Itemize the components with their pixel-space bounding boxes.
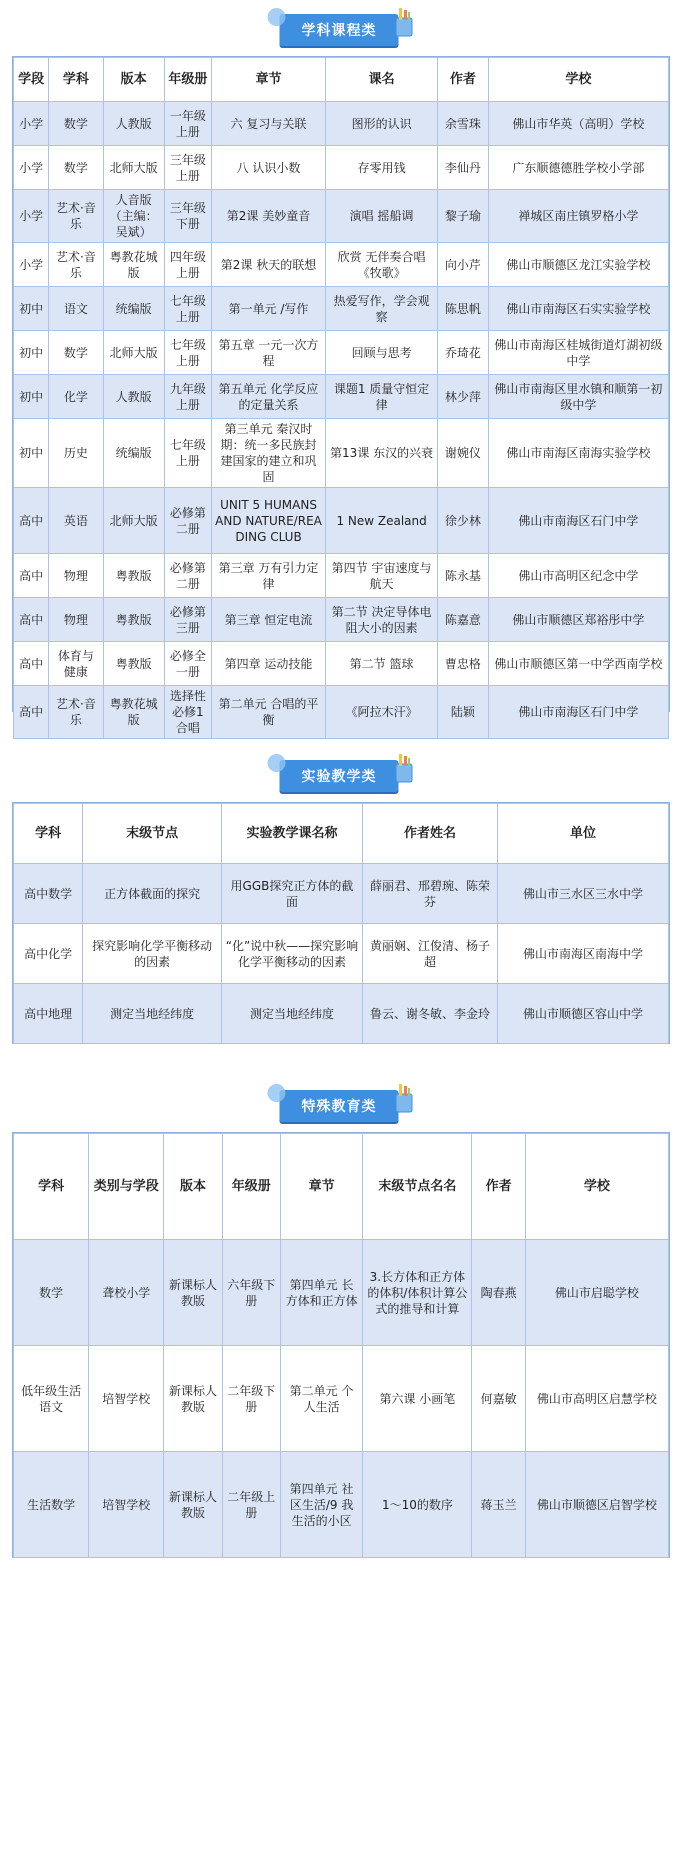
course-banner bbox=[0, 6, 678, 46]
course-header-cell: 版本 bbox=[103, 58, 164, 102]
table-cell: 余雪珠 bbox=[438, 102, 489, 146]
table-cell: 统编版 bbox=[103, 419, 164, 488]
experiment-header-row bbox=[14, 804, 669, 864]
table-cell: 艺术·音乐 bbox=[49, 686, 103, 739]
table-cell: 何嘉敏 bbox=[472, 1346, 525, 1452]
table-cell: 初中 bbox=[14, 287, 49, 331]
table-cell: 七年级上册 bbox=[164, 287, 211, 331]
table-cell: 李仙丹 bbox=[438, 146, 489, 190]
table-cell: 数学 bbox=[49, 331, 103, 375]
table-cell: 佛山市南海区石实实验学校 bbox=[488, 287, 668, 331]
table-cell: 粤教版 bbox=[103, 642, 164, 686]
table-cell: 第四单元 社区生活/9 我生活的小区 bbox=[280, 1452, 362, 1558]
course-header-row bbox=[14, 58, 669, 102]
table-cell: 佛山市南海区石门中学 bbox=[488, 488, 668, 554]
pencil-cup-icon bbox=[393, 1082, 415, 1114]
experiment-header-cell: 单位 bbox=[498, 804, 669, 864]
table-cell: 人教版 bbox=[103, 375, 164, 419]
experiment-header-cell: 学科 bbox=[14, 804, 83, 864]
special-header-cell: 章节 bbox=[280, 1134, 362, 1240]
table-cell: 新课标人教版 bbox=[164, 1452, 222, 1558]
table-cell: 佛山市南海区里水镇和顺第一初级中学 bbox=[488, 375, 668, 419]
table-cell: 粤教花城版 bbox=[103, 243, 164, 287]
table-row bbox=[14, 190, 669, 243]
table-cell: 必修第二册 bbox=[164, 554, 211, 598]
table-cell: 体育与健康 bbox=[49, 642, 103, 686]
table-cell: 3.长方体和正方体的体积/体积计算公式的推导和计算 bbox=[363, 1240, 472, 1346]
experiment-section-title: 实验教学类 bbox=[280, 760, 399, 792]
table-cell: 初中 bbox=[14, 331, 49, 375]
table-cell: “化”说中秋——探究影响化学平衡移动的因素 bbox=[221, 924, 362, 984]
table-cell: 广东顺德德胜学校小学部 bbox=[488, 146, 668, 190]
table-cell: 高中化学 bbox=[14, 924, 83, 984]
special-header-cell: 年级册 bbox=[222, 1134, 280, 1240]
table-cell: 初中 bbox=[14, 375, 49, 419]
table-cell: 三年级下册 bbox=[164, 190, 211, 243]
table-cell: 课题1 质量守恒定律 bbox=[326, 375, 438, 419]
course-section-title: 学科课程类 bbox=[280, 14, 399, 46]
special-header-cell: 作者 bbox=[472, 1134, 525, 1240]
special-header-cell: 学科 bbox=[14, 1134, 89, 1240]
table-cell: 高中 bbox=[14, 686, 49, 739]
table-row bbox=[14, 642, 669, 686]
table-row bbox=[14, 1240, 669, 1346]
table-cell: 粤教版 bbox=[103, 554, 164, 598]
table-cell: 探究影响化学平衡移动的因素 bbox=[83, 924, 222, 984]
table-cell: 蒋玉兰 bbox=[472, 1452, 525, 1558]
special-header-cell: 末级节点名名 bbox=[363, 1134, 472, 1240]
table-cell: 低年级生活语文 bbox=[14, 1346, 89, 1452]
table-row bbox=[14, 375, 669, 419]
table-cell: 六 复习与关联 bbox=[211, 102, 325, 146]
table-cell: 化学 bbox=[49, 375, 103, 419]
table-cell: 佛山市南海区南海实验学校 bbox=[488, 419, 668, 488]
table-cell: 第三单元 秦汉时期：统一多民族封建国家的建立和巩固 bbox=[211, 419, 325, 488]
table-cell: 二年级下册 bbox=[222, 1346, 280, 1452]
table-row bbox=[14, 102, 669, 146]
table-cell: 物理 bbox=[49, 554, 103, 598]
table-cell: 第二节 篮球 bbox=[326, 642, 438, 686]
table-row bbox=[14, 146, 669, 190]
table-cell: 第一单元 /写作 bbox=[211, 287, 325, 331]
table-cell: 小学 bbox=[14, 146, 49, 190]
table-cell: 必修第三册 bbox=[164, 598, 211, 642]
table-row bbox=[14, 287, 669, 331]
table-cell: 回顾与思考 bbox=[326, 331, 438, 375]
special-banner bbox=[0, 1082, 678, 1122]
table-cell: 高中 bbox=[14, 488, 49, 554]
table-cell: 必修第二册 bbox=[164, 488, 211, 554]
table-cell: 林少萍 bbox=[438, 375, 489, 419]
table-cell: 佛山市南海区石门中学 bbox=[488, 686, 668, 739]
table-cell: 佛山市高明区纪念中学 bbox=[488, 554, 668, 598]
table-cell: 英语 bbox=[49, 488, 103, 554]
table-cell: 谢婉仪 bbox=[438, 419, 489, 488]
table-cell: 历史 bbox=[49, 419, 103, 488]
table-cell: 乔琦花 bbox=[438, 331, 489, 375]
table-cell: 二年级上册 bbox=[222, 1452, 280, 1558]
course-header-cell: 章节 bbox=[211, 58, 325, 102]
table-cell: 七年级上册 bbox=[164, 419, 211, 488]
experiment-banner bbox=[0, 752, 678, 792]
table-row bbox=[14, 686, 669, 739]
table-cell: 陈思帆 bbox=[438, 287, 489, 331]
table-cell: 新课标人教版 bbox=[164, 1346, 222, 1452]
table-cell: 一年级上册 bbox=[164, 102, 211, 146]
experiment-table-wrapper bbox=[12, 802, 670, 1044]
experiment-header-cell: 作者姓名 bbox=[362, 804, 497, 864]
table-cell: 第四章 运动技能 bbox=[211, 642, 325, 686]
table-cell: 佛山市高明区启慧学校 bbox=[525, 1346, 668, 1452]
course-header-cell: 课名 bbox=[326, 58, 438, 102]
table-cell: 薛丽君、邢碧琬、陈荣芬 bbox=[362, 864, 497, 924]
special-header-cell: 类别与学段 bbox=[89, 1134, 164, 1240]
table-cell: 陈嘉意 bbox=[438, 598, 489, 642]
experiment-table bbox=[13, 803, 669, 1044]
table-cell: 九年级上册 bbox=[164, 375, 211, 419]
table-cell: UNIT 5 HUMANS AND NATURE/READING CLUB bbox=[211, 488, 325, 554]
table-cell: 北师大版 bbox=[103, 146, 164, 190]
table-cell: 佛山市顺德区龙江实验学校 bbox=[488, 243, 668, 287]
table-row bbox=[14, 243, 669, 287]
table-cell: 语文 bbox=[49, 287, 103, 331]
special-table-wrapper bbox=[12, 1132, 670, 1558]
table-cell: 人音版（主编：吴斌） bbox=[103, 190, 164, 243]
table-cell: 高中 bbox=[14, 554, 49, 598]
table-row bbox=[14, 924, 669, 984]
table-cell: 正方体截面的探究 bbox=[83, 864, 222, 924]
table-cell: 佛山市三水区三水中学 bbox=[498, 864, 669, 924]
table-cell: 佛山市启聪学校 bbox=[525, 1240, 668, 1346]
table-cell: 生活数学 bbox=[14, 1452, 89, 1558]
table-cell: 艺术·音乐 bbox=[49, 243, 103, 287]
special-header-cell: 版本 bbox=[164, 1134, 222, 1240]
table-cell: 佛山市顺德区启智学校 bbox=[525, 1452, 668, 1558]
table-cell: 小学 bbox=[14, 243, 49, 287]
table-cell: 第四节 宇宙速度与航天 bbox=[326, 554, 438, 598]
table-cell: 向小芹 bbox=[438, 243, 489, 287]
table-row bbox=[14, 1346, 669, 1452]
course-header-cell: 学校 bbox=[488, 58, 668, 102]
table-cell: 佛山市南海区桂城街道灯湖初级中学 bbox=[488, 331, 668, 375]
course-header-cell: 学科 bbox=[49, 58, 103, 102]
table-cell: 高中地理 bbox=[14, 984, 83, 1044]
table-cell: 鲁云、谢冬敏、李金玲 bbox=[362, 984, 497, 1044]
table-cell: 佛山市南海区南海中学 bbox=[498, 924, 669, 984]
pencil-cup-icon bbox=[393, 6, 415, 38]
table-cell: 演唱 摇船调 bbox=[326, 190, 438, 243]
table-cell: 北师大版 bbox=[103, 331, 164, 375]
table-cell: 统编版 bbox=[103, 287, 164, 331]
table-cell: 选择性必修1 合唱 bbox=[164, 686, 211, 739]
special-header-row bbox=[14, 1134, 669, 1240]
table-cell: 必修全一册 bbox=[164, 642, 211, 686]
table-cell: 陈永基 bbox=[438, 554, 489, 598]
table-cell: 测定当地经纬度 bbox=[83, 984, 222, 1044]
table-cell: 数学 bbox=[49, 146, 103, 190]
table-cell: 黄丽娴、江俊清、杨子超 bbox=[362, 924, 497, 984]
table-row bbox=[14, 419, 669, 488]
table-cell: 禅城区南庄镇罗格小学 bbox=[488, 190, 668, 243]
table-cell: 六年级下册 bbox=[222, 1240, 280, 1346]
table-cell: 第四单元 长方体和正方体 bbox=[280, 1240, 362, 1346]
table-cell: 新课标人教版 bbox=[164, 1240, 222, 1346]
table-cell: 佛山市华英（高明）学校 bbox=[488, 102, 668, 146]
table-cell: 小学 bbox=[14, 190, 49, 243]
table-cell: 北师大版 bbox=[103, 488, 164, 554]
table-cell: 图形的认识 bbox=[326, 102, 438, 146]
experiment-header-cell: 末级节点 bbox=[83, 804, 222, 864]
table-cell: 四年级上册 bbox=[164, 243, 211, 287]
course-header-cell: 作者 bbox=[438, 58, 489, 102]
table-row bbox=[14, 864, 669, 924]
table-cell: 第二节 决定导体电阻大小的因素 bbox=[326, 598, 438, 642]
special-table bbox=[13, 1133, 669, 1558]
table-cell: 第二单元 合唱的平衡 bbox=[211, 686, 325, 739]
special-section-title: 特殊教育类 bbox=[280, 1090, 399, 1122]
course-table-wrapper bbox=[12, 56, 670, 735]
table-cell: 第三章 恒定电流 bbox=[211, 598, 325, 642]
special-header-cell: 学校 bbox=[525, 1134, 668, 1240]
table-cell: 培智学校 bbox=[89, 1346, 164, 1452]
table-cell: 物理 bbox=[49, 598, 103, 642]
table-cell: 人教版 bbox=[103, 102, 164, 146]
experiment-header-cell: 实验教学课名称 bbox=[221, 804, 362, 864]
table-cell: 高中数学 bbox=[14, 864, 83, 924]
table-cell: 第二单元 个人生活 bbox=[280, 1346, 362, 1452]
table-cell: 第五单元 化学反应的定量关系 bbox=[211, 375, 325, 419]
table-cell: 曹忠格 bbox=[438, 642, 489, 686]
table-cell: 第六课 小画笔 bbox=[363, 1346, 472, 1452]
table-row bbox=[14, 984, 669, 1044]
table-cell: 徐少林 bbox=[438, 488, 489, 554]
table-row bbox=[14, 331, 669, 375]
table-row bbox=[14, 554, 669, 598]
table-cell: 第五章 一元一次方程 bbox=[211, 331, 325, 375]
table-cell: 第三章 万有引力定律 bbox=[211, 554, 325, 598]
table-cell: 第13课 东汉的兴衰 bbox=[326, 419, 438, 488]
table-cell: 第2课 美妙童音 bbox=[211, 190, 325, 243]
table-cell: 1～10的数序 bbox=[363, 1452, 472, 1558]
table-cell: 数学 bbox=[49, 102, 103, 146]
table-cell: 黎子瑜 bbox=[438, 190, 489, 243]
table-cell: 七年级上册 bbox=[164, 331, 211, 375]
table-cell: 粤教花城版 bbox=[103, 686, 164, 739]
table-row bbox=[14, 1452, 669, 1558]
table-cell: 1 New Zealand bbox=[326, 488, 438, 554]
table-cell: 八 认识小数 bbox=[211, 146, 325, 190]
table-cell: 高中 bbox=[14, 598, 49, 642]
table-cell: 欣赏 无伴奏合唱《牧歌》 bbox=[326, 243, 438, 287]
table-cell: 佛山市顺德区容山中学 bbox=[498, 984, 669, 1044]
table-cell: 用GGB探究正方体的截面 bbox=[221, 864, 362, 924]
table-cell: 第2课 秋天的联想 bbox=[211, 243, 325, 287]
table-row bbox=[14, 598, 669, 642]
table-cell: 小学 bbox=[14, 102, 49, 146]
table-cell: 佛山市顺德区第一中学西南学校 bbox=[488, 642, 668, 686]
table-cell: 陶春燕 bbox=[472, 1240, 525, 1346]
table-cell: 艺术·音乐 bbox=[49, 190, 103, 243]
table-cell: 存零用钱 bbox=[326, 146, 438, 190]
pencil-cup-icon bbox=[393, 752, 415, 784]
table-cell: 陆颖 bbox=[438, 686, 489, 739]
course-header-cell: 年级册 bbox=[164, 58, 211, 102]
table-cell: 佛山市顺德区郑裕彤中学 bbox=[488, 598, 668, 642]
table-cell: 粤教版 bbox=[103, 598, 164, 642]
table-cell: 聋校小学 bbox=[89, 1240, 164, 1346]
table-cell: 高中 bbox=[14, 642, 49, 686]
table-row bbox=[14, 488, 669, 554]
table-cell: 初中 bbox=[14, 419, 49, 488]
table-cell: 培智学校 bbox=[89, 1452, 164, 1558]
table-cell: 测定当地经纬度 bbox=[221, 984, 362, 1044]
table-cell: 数学 bbox=[14, 1240, 89, 1346]
course-header-cell: 学段 bbox=[14, 58, 49, 102]
table-cell: 三年级上册 bbox=[164, 146, 211, 190]
course-table bbox=[13, 57, 669, 739]
table-cell: 热爱写作，学会观察 bbox=[326, 287, 438, 331]
table-cell: 《阿拉木汗》 bbox=[326, 686, 438, 739]
